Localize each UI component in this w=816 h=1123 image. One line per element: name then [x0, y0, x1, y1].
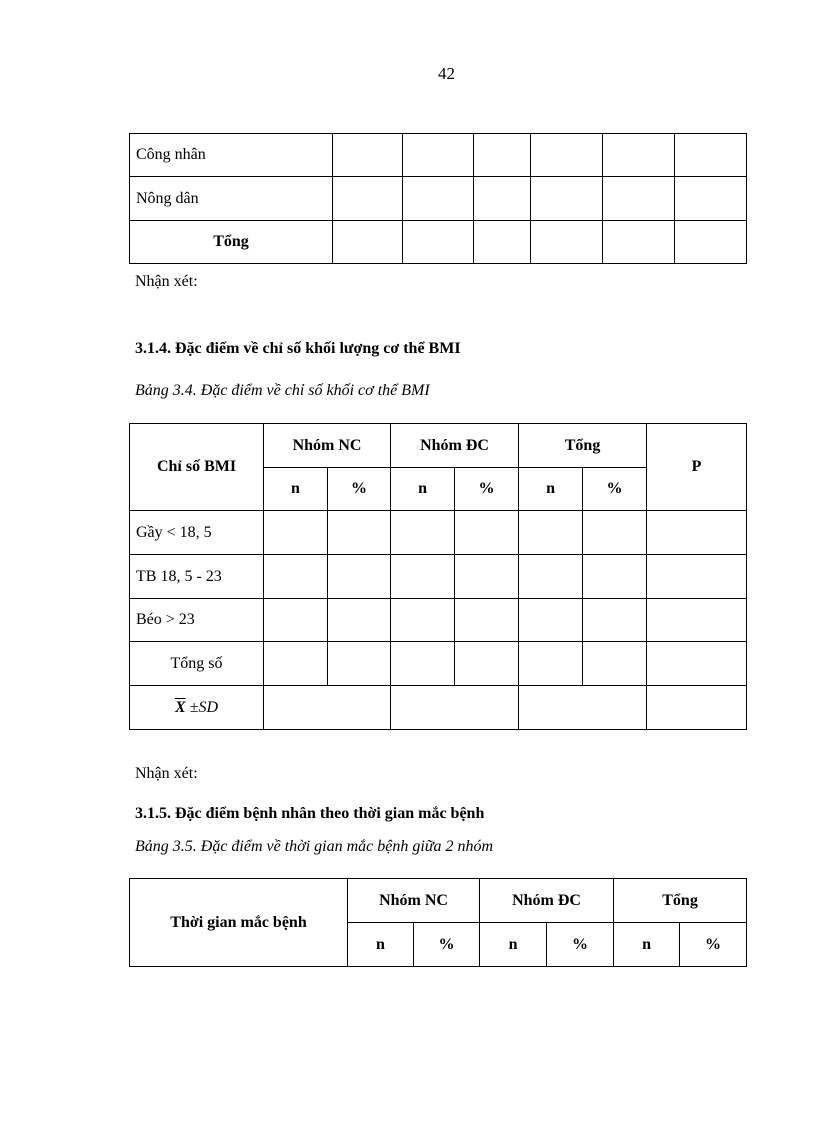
row-label: Công nhân: [130, 134, 333, 177]
row-label: Gầy < 18, 5: [130, 511, 264, 555]
row-label-total: Tổng số: [130, 642, 264, 686]
col-header-n: n: [348, 923, 414, 967]
col-header-pct: %: [455, 468, 519, 511]
sd-symbol: ±SD: [189, 698, 218, 716]
remark-1: Nhận xét:: [135, 273, 198, 290]
row-label: Béo > 23: [130, 599, 264, 642]
col-header-duration: Thời gian mắc bệnh: [130, 879, 348, 967]
col-header-n: n: [519, 468, 583, 511]
table-row: [130, 177, 747, 221]
row-label: TB 18, 5 - 23: [130, 555, 264, 599]
table-row: [130, 221, 747, 264]
col-header-group-nc: Nhóm NC: [264, 424, 391, 468]
col-header-pct: %: [328, 468, 391, 511]
col-header-n: n: [264, 468, 328, 511]
col-header-total: Tổng: [519, 424, 647, 468]
occupation-table: [129, 133, 747, 264]
col-header-pct: %: [583, 468, 647, 511]
col-header-n: n: [614, 923, 680, 967]
table-header-row: [130, 424, 747, 468]
col-header-p: P: [647, 424, 747, 511]
col-header-group-dc: Nhóm ĐC: [480, 879, 614, 923]
table-caption-3-5: Bảng 3.5. Đặc điểm về thời gian mắc bệnh giữa 2 nhóm: [135, 838, 494, 855]
row-label-mean-sd: [130, 686, 264, 730]
col-header-pct: %: [414, 923, 480, 967]
table-row: [130, 134, 747, 177]
table-header-row: [130, 879, 747, 923]
col-header-n: n: [480, 923, 547, 967]
mean-symbol: $\overline{X}$: [174, 698, 186, 716]
table-row: [130, 599, 747, 642]
table-row-mean-sd: [130, 686, 747, 730]
remark-2: Nhận xét:: [135, 765, 198, 782]
col-header-bmi: Chỉ số BMI: [130, 424, 264, 511]
col-header-group-nc: Nhóm NC: [348, 879, 480, 923]
section-heading-3-1-5: 3.1.5. Đặc điểm bệnh nhân theo thời gian mắc bệnh: [135, 805, 485, 822]
bmi-table: [129, 423, 747, 730]
page-number: 42: [438, 64, 455, 83]
col-header-group-dc: Nhóm ĐC: [391, 424, 519, 468]
row-label-total: Tổng: [130, 221, 333, 264]
table-caption-3-4: Bảng 3.4. Đặc điểm về chỉ số khối cơ thể BMI: [135, 382, 430, 399]
col-header-pct: %: [547, 923, 614, 967]
col-header-pct: %: [680, 923, 747, 967]
col-header-total: Tổng: [614, 879, 747, 923]
duration-table: [129, 878, 747, 967]
section-heading-3-1-4: 3.1.4. Đặc điểm về chỉ số khối lượng cơ thể BMI: [135, 340, 461, 357]
col-header-n: n: [391, 468, 455, 511]
table-row: [130, 642, 747, 686]
table-row: [130, 511, 747, 555]
table-row: [130, 555, 747, 599]
row-label: Nông dân: [130, 177, 333, 221]
